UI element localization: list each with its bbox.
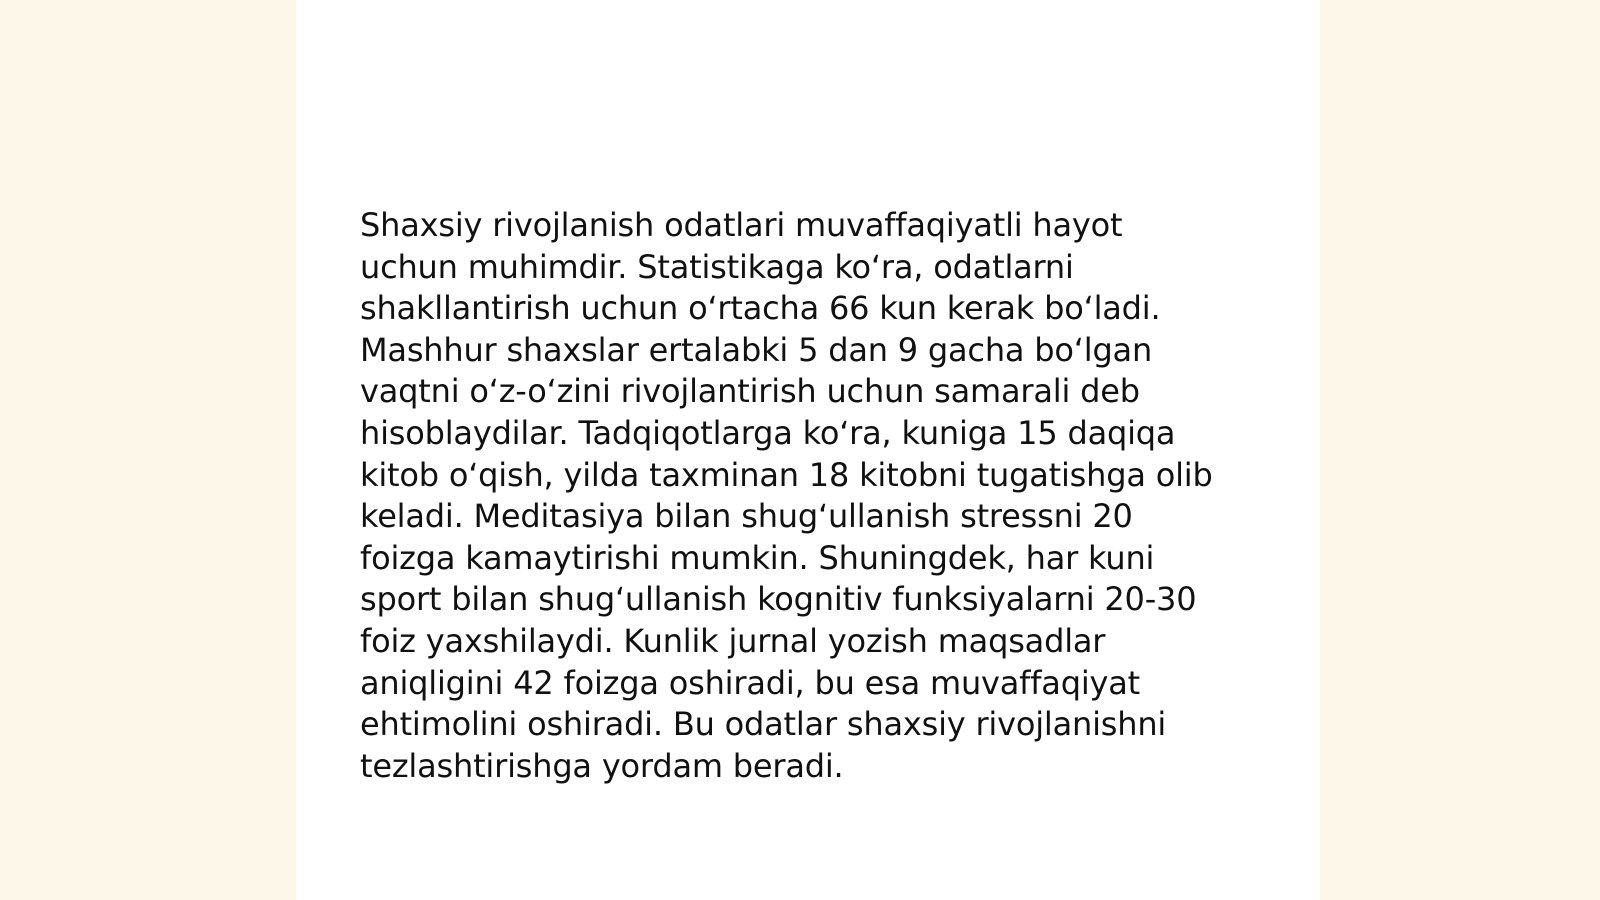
paragraph-line: vaqtni oʻz-oʻzini rivojlantirish uchun samarali deb <box>360 372 1140 411</box>
paragraph-line: Mashhur shaxslar ertalabki 5 dan 9 gacha boʻlgan <box>360 330 1153 369</box>
paragraph-line: shakllantirish uchun oʻrtacha 66 kun kerak boʻladi. <box>360 289 1161 328</box>
paragraph-line: aniqligini 42 foizga oshiradi, bu esa muvaffaqiyat <box>360 663 1141 702</box>
paragraph-line: foiz yaxshilaydi. Kunlik jurnal yozish maqsadlar <box>360 621 1106 660</box>
paragraph-line: foizga kamaytirishi mumkin. Shuningdek, har kuni <box>360 538 1155 577</box>
paragraph-line: tezlashtirishga yordam beradi. <box>360 746 844 785</box>
paragraph-line: keladi. Meditasiya bilan shugʻullanish stressni 20 <box>360 497 1133 536</box>
paragraph-line: hisoblaydilar. Tadqiqotlarga koʻra, kuniga 15 daqiqa <box>360 413 1176 452</box>
paragraph-line: uchun muhimdir. Statistikaga koʻra, odatlarni <box>360 247 1074 286</box>
paragraph-line: kitob oʻqish, yilda taxminan 18 kitobni tugatishga olib <box>360 455 1213 494</box>
paragraph-line: ehtimolini oshiradi. Bu odatlar shaxsiy rivojlanishni <box>360 705 1167 744</box>
paragraph-line: Shaxsiy rivojlanish odatlari muvaffaqiyatli hayot <box>360 206 1123 244</box>
paragraph-line: sport bilan shugʻullanish kognitiv funksiyalarni 20-30 <box>360 580 1197 619</box>
body-paragraph <box>360 205 1260 787</box>
document-page <box>296 0 1320 900</box>
